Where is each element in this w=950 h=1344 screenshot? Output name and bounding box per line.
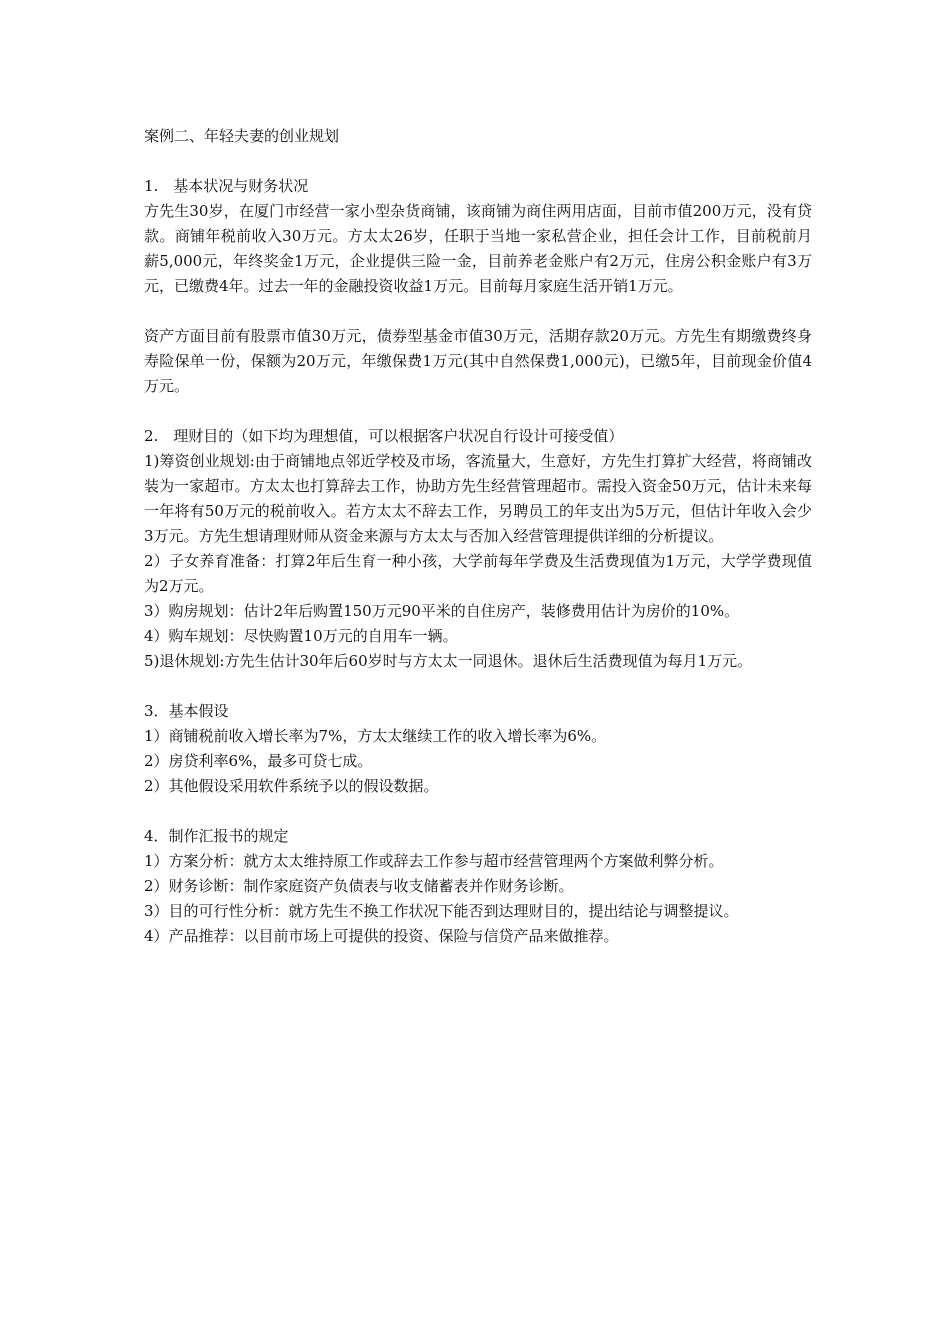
section-basic-status — [144, 174, 812, 399]
list-item: 2）其他假设采用软件系统予以的假设数据。 — [144, 777, 439, 795]
list-item: 3）目的可行性分析：就方先生不换工作状况下能否到达理财目的，提出结论与调整提议。 — [144, 902, 739, 920]
paragraph-family-income: 方先生30岁，在厦门市经营一家小型杂货商铺，该商铺为商住两用店面，目前市值200万元，没有贷款。商铺年税前收入30万元。方太太26岁，任职于当地一家私营企业，担任会计工作，目前税前月薪5,000元，年终奖金1万元，企业提供三险一金，目前养老金账户有2万元，住房公积金账户有3万元，已缴费4年。过去一年的金融投资收益1万元。目前每月家庭生活开销1万元。 — [144, 202, 812, 295]
list-item: 2）房贷利率6%，最多可贷七成。 — [144, 752, 373, 770]
list-item: 1)筹资创业规划:由于商铺地点邻近学校及市场，客流量大，生意好，方先生打算扩大经营，将商铺改装为一家超市。方太太也打算辞去工作，协助方先生经营管理超市。需投入资金50万元，估计未来每一年将有50万元的税前收入。若方太太不辞去工作，另聘员工的年支出为5万元，但估计年收入会少3万元。方先生想请理财师从资金来源与方太太与否加入经营管理提供详细的分析提议。 — [144, 452, 812, 545]
document-title: 案例二、年轻夫妻的创业规划 — [144, 127, 340, 145]
list-item: 5)退休规划:方先生估计30年后60岁时与方太太一同退休。退休后生活费现值为每月1万元。 — [144, 652, 753, 670]
section-financial-goals — [144, 424, 812, 674]
paragraph-assets: 资产方面目前有股票市值30万元，债券型基金市值30万元，活期存款20万元。方先生有期缴费终身寿险保单一份，保额为20万元，年缴保费1万元(其中自然保费1,000元)，已缴5年，目前现金价值4万元。 — [144, 327, 812, 395]
section-heading: 2. 理财目的（如下均为理想值，可以根据客户状况自行设计可接受值） — [144, 427, 624, 445]
section-gap — [144, 399, 812, 424]
list-item: 1）商铺税前收入增长率为7%，方太太继续工作的收入增长率为6%。 — [144, 727, 607, 745]
list-item: 4）购车规划：尽快购置10万元的自用车一辆。 — [144, 627, 458, 645]
list-item: 1）方案分析：就方太太维持原工作或辞去工作参与超市经营管理两个方案做利弊分析。 — [144, 852, 724, 870]
list-item: 2）财务诊断：制作家庭资产负债表与收支储蓄表并作财务诊断。 — [144, 877, 574, 895]
section-gap — [144, 674, 812, 699]
section-heading: 1. 基本状况与财务状况 — [144, 177, 309, 195]
section-report-requirements — [144, 824, 812, 949]
list-item: 3）购房规划：估计2年后购置150万元90平米的自住房产，装修费用估计为房价的10%。 — [144, 602, 740, 620]
list-item: 2）子女养育准备：打算2年后生育一种小孩，大学前每年学费及生活费现值为1万元，大学学费现值为2万元。 — [144, 552, 812, 595]
paragraph-gap — [144, 299, 812, 324]
section-gap — [144, 799, 812, 824]
section-assumptions — [144, 699, 812, 799]
list-item: 4）产品推荐：以目前市场上可提供的投资、保险与信贷产品来做推荐。 — [144, 927, 619, 945]
document-page — [144, 124, 812, 949]
section-heading: 3．基本假设 — [144, 702, 229, 720]
section-heading: 4．制作汇报书的规定 — [144, 827, 289, 845]
